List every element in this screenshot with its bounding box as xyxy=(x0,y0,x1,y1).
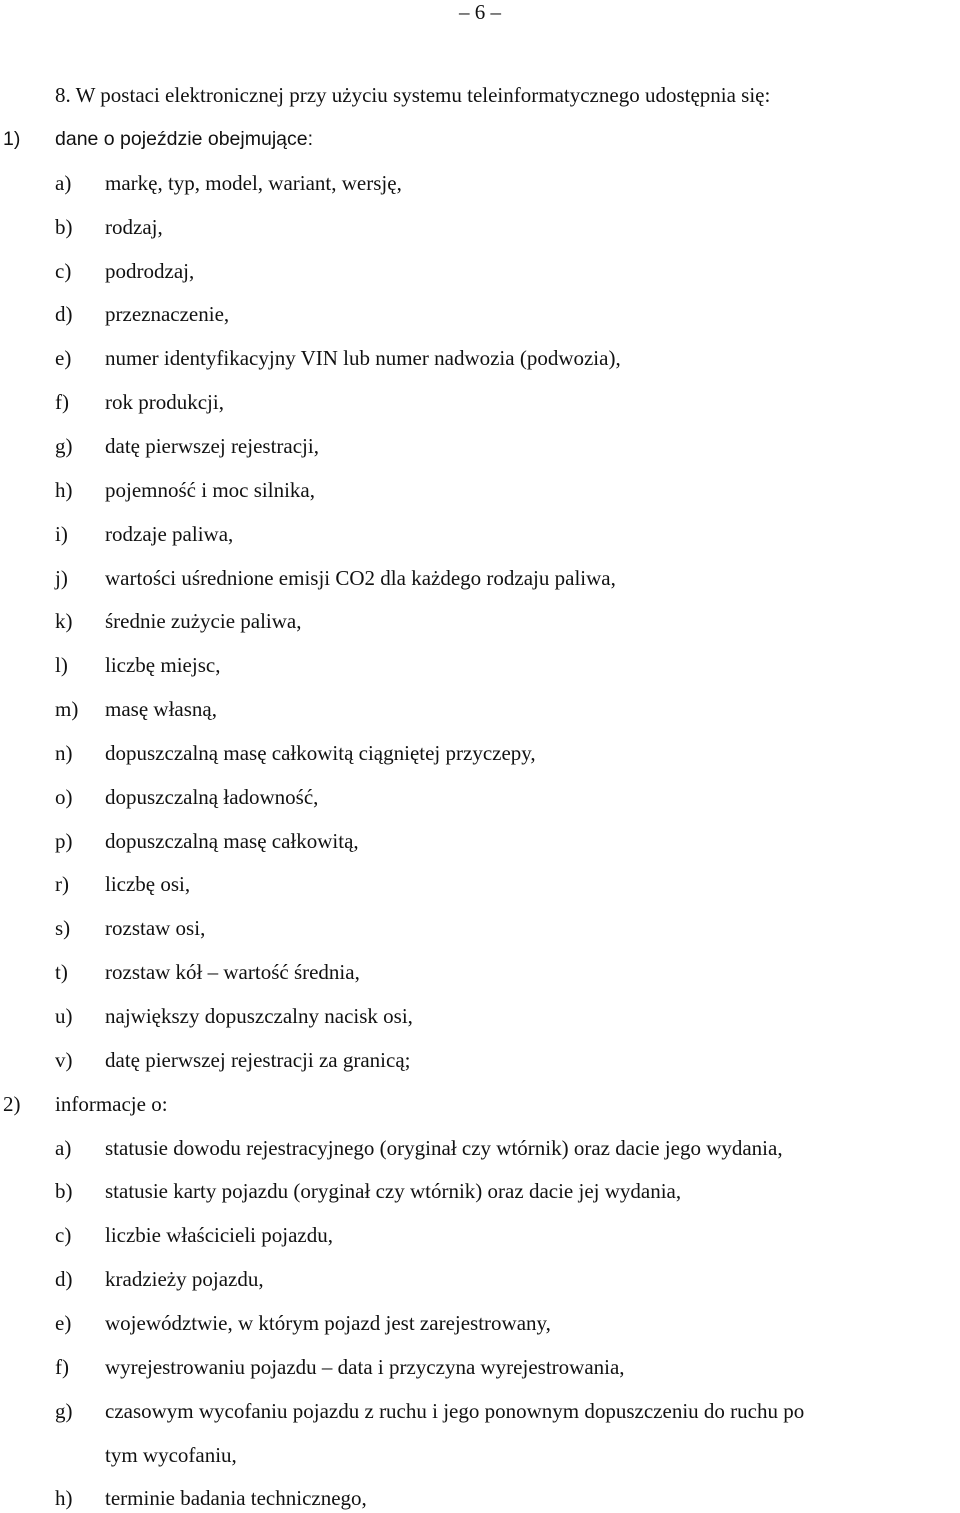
section2-heading xyxy=(0,1089,960,1119)
list-item-text: przeznaczenie, xyxy=(105,302,230,327)
list-item xyxy=(0,168,960,198)
list-item xyxy=(0,299,960,329)
section1-heading xyxy=(0,124,960,154)
list-item-text: średnie zużycie paliwa, xyxy=(105,609,302,634)
list-item xyxy=(0,1264,960,1294)
list-item xyxy=(0,1396,960,1426)
list-item-letter: i) xyxy=(55,521,68,546)
list-item xyxy=(0,212,960,242)
list-item-text: dopuszczalną masę całkowitą ciągniętej przyczepy, xyxy=(105,740,536,765)
list-item xyxy=(0,431,960,461)
list-item xyxy=(0,343,960,373)
list-item-letter: f) xyxy=(55,390,69,415)
list-item xyxy=(0,1133,960,1163)
list-item-letter: p) xyxy=(55,828,73,853)
list-item-letter: l) xyxy=(55,653,68,678)
list-item-letter: k) xyxy=(55,609,73,634)
list-item-letter: f) xyxy=(55,1354,69,1379)
list-item xyxy=(0,738,960,768)
list-item-text: terminie badania technicznego, xyxy=(105,1486,367,1511)
list-item-text: wartości uśrednione emisji CO2 dla każdego rodzaju paliwa, xyxy=(105,565,616,590)
list-item-continuation xyxy=(0,1440,960,1470)
intro-paragraph: 8. W postaci elektronicznej przy użyciu systemu teleinformatycznego udostępnia się: xyxy=(55,83,771,107)
list-item-text: numer identyfikacyjny VIN lub numer nadwozia (podwozia), xyxy=(105,346,621,371)
list-item-letter: e) xyxy=(55,346,72,371)
section1-title: dane o pojeździe obejmujące: xyxy=(55,128,314,150)
list-item-text: rozstaw osi, xyxy=(105,916,206,941)
list-item-letter: b) xyxy=(55,214,73,239)
list-item xyxy=(0,1483,960,1513)
list-item xyxy=(0,387,960,417)
list-item-text: datę pierwszej rejestracji za granicą; xyxy=(105,1047,411,1072)
list-item-text: województwie, w którym pojazd jest zarejestrowany, xyxy=(105,1310,551,1335)
list-item-text: dopuszczalną masę całkowitą, xyxy=(105,828,359,853)
list-item-text: liczbę miejsc, xyxy=(105,653,221,678)
list-item xyxy=(0,694,960,724)
list-item-letter: v) xyxy=(55,1047,73,1072)
list-item xyxy=(0,606,960,636)
list-item-letter: r) xyxy=(55,872,69,897)
list-item xyxy=(0,650,960,680)
list-item-text: statusie dowodu rejestracyjnego (oryginał czy wtórnik) oraz dacie jego wydania, xyxy=(105,1135,783,1160)
list-item xyxy=(0,957,960,987)
list-item-letter: j) xyxy=(55,565,68,590)
list-item xyxy=(0,1001,960,1031)
list-item xyxy=(0,913,960,943)
list-item-text: liczbie właścicieli pojazdu, xyxy=(105,1223,333,1248)
list-item xyxy=(0,1308,960,1338)
list-item xyxy=(0,563,960,593)
list-item-letter: u) xyxy=(55,1004,73,1028)
list-item-text: czasowym wycofaniu pojazdu z ruchu i jego ponownym dopuszczeniu do ruchu po xyxy=(105,1398,805,1423)
list-item xyxy=(0,869,960,899)
list-item-text: rok produkcji, xyxy=(105,390,224,415)
list-item-text: masę własną, xyxy=(105,697,217,722)
list-item xyxy=(0,1220,960,1250)
section1-number: 1) xyxy=(3,128,21,150)
list-item-letter: n) xyxy=(55,740,73,765)
list-item-letter: d) xyxy=(55,302,73,327)
list-item-letter: h) xyxy=(55,1486,73,1511)
list-item-text: podrodzaj, xyxy=(105,258,195,283)
list-item-letter: e) xyxy=(55,1310,72,1335)
list-item-text: rozstaw kół – wartość średnia, xyxy=(105,960,360,985)
list-item-letter: b) xyxy=(55,1179,73,1204)
list-item-text: statusie karty pojazdu (oryginał czy wtórnik) oraz dacie jej wydania, xyxy=(105,1179,682,1204)
section2-number: 2) xyxy=(3,1091,21,1116)
list-item xyxy=(0,1352,960,1382)
list-item-letter: s) xyxy=(55,916,71,941)
list-item-letter: c) xyxy=(55,1223,72,1248)
list-item-letter: g) xyxy=(55,433,73,458)
list-item xyxy=(0,1045,960,1075)
list-item xyxy=(0,475,960,505)
list-item-letter: a) xyxy=(55,1135,72,1160)
list-item-letter: m) xyxy=(55,697,79,722)
section2-title: informacje o: xyxy=(55,1091,168,1116)
list-item-letter: c) xyxy=(55,258,72,283)
list-item-text: datę pierwszej rejestracji, xyxy=(105,433,319,458)
list-item-text: liczbę osi, xyxy=(105,872,191,897)
list-item-letter: o) xyxy=(55,784,73,809)
list-item xyxy=(0,826,960,856)
list-item-letter: g) xyxy=(55,1398,73,1423)
list-item-text: kradzieży pojazdu, xyxy=(105,1267,264,1292)
list-item-text: markę, typ, model, wariant, wersję, xyxy=(105,170,402,195)
list-item xyxy=(0,1176,960,1206)
list-item-text: wyrejestrowaniu pojazdu – data i przyczyna wyrejestrowania, xyxy=(105,1354,625,1379)
list-item xyxy=(0,782,960,812)
list-item xyxy=(0,256,960,286)
list-item-letter: h) xyxy=(55,477,73,502)
list-item-text: pojemność i moc silnika, xyxy=(105,477,315,502)
list-item-letter: d) xyxy=(55,1267,73,1292)
list-item-letter: a) xyxy=(55,170,72,195)
list-item-letter: t) xyxy=(55,960,68,985)
page-number: – 6 – xyxy=(459,0,501,24)
list-item-text: dopuszczalną ładowność, xyxy=(105,784,319,809)
list-item-text: rodzaje paliwa, xyxy=(105,521,234,546)
list-item-continuation-text: tym wycofaniu, xyxy=(105,1442,237,1467)
list-item-text: największy dopuszczalny nacisk osi, xyxy=(105,1004,413,1028)
list-item-text: rodzaj, xyxy=(105,214,163,239)
list-item xyxy=(0,519,960,549)
